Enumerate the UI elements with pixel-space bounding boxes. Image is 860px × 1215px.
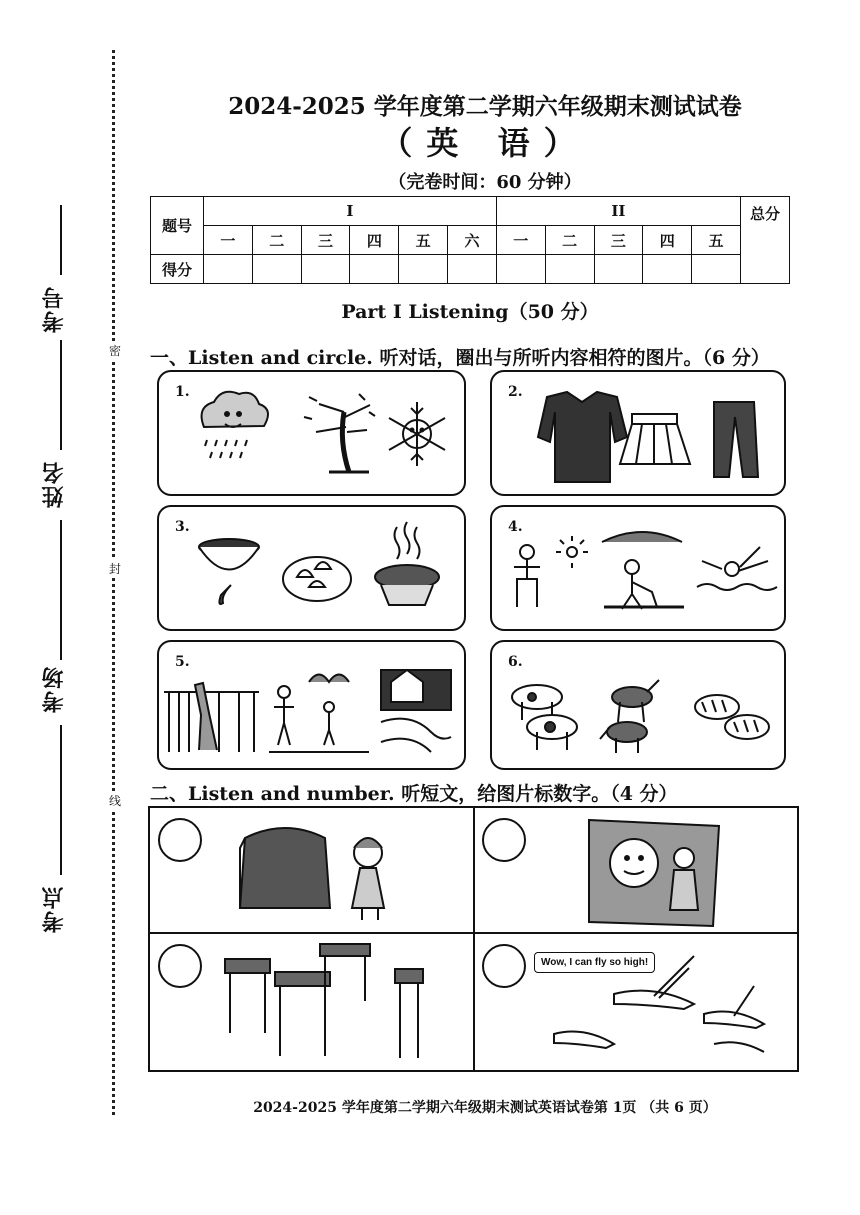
village-river-icon[interactable] [381,670,451,752]
question-number-label: 题号 [151,197,204,255]
horses-icon[interactable] [600,680,659,753]
number-grid [148,806,799,1072]
part2-col: 四 [643,226,692,255]
exam-site-label: 考点 [41,885,67,933]
exam-title: 2024-2025 学年度第二学期六年级期末测试试卷 [228,93,742,120]
question-box-1 [157,370,466,496]
rainy-cloud-icon[interactable] [202,392,268,458]
question-number: 2. [508,384,523,400]
name-line-top [60,340,62,450]
seal-char-xian: 线 [108,794,121,808]
question-number: 4. [508,519,523,535]
name-label: 姓名 [41,460,67,508]
zoo-giraffe-icon[interactable] [164,683,259,752]
park-people-icon[interactable] [269,675,369,753]
windy-tree-icon[interactable] [304,394,375,472]
part1-col: 一 [204,226,253,255]
hot-dish-icon[interactable] [375,522,439,605]
score-table [150,196,790,284]
picture-cell-geese [474,934,796,1064]
part2-header: II [496,197,740,226]
question-number: 3. [175,519,190,535]
score-cell[interactable] [204,255,253,284]
tigers-icon[interactable] [695,695,769,739]
total-score-header: 总分 [741,197,790,284]
lion-poster-icon [589,820,719,926]
picture-cell-poster [474,808,796,938]
score-cell[interactable] [350,255,399,284]
part2-col: 三 [594,226,643,255]
exam-number-label: 考号 [41,285,67,333]
question-box-3 [157,505,466,631]
part1-title: Part I Listening（50 分） [341,301,599,323]
speech-bubble: Wow, I can fly so high! [534,952,655,973]
exam-number-line [60,205,62,275]
score-cell[interactable] [594,255,643,284]
page-footer: 2024-2025 学年度第二学期六年级期末测试英语试卷第 1页 （共 6 页） [253,1100,717,1116]
question-box-6 [490,640,786,770]
score-cell[interactable] [252,255,301,284]
score-cell[interactable] [545,255,594,284]
flying-geese-icon [554,956,764,1052]
part2-col: 五 [692,226,741,255]
picture-cell-desks [150,934,472,1064]
score-cell[interactable] [692,255,741,284]
question-number: 1. [175,384,190,400]
section2-heading: 二、Listen and number. 听短文，给图片标数字。（4 分） [150,783,678,805]
seal-char-mi: 密 [108,344,121,358]
question-number: 5. [175,654,190,670]
exam-room-line [60,725,62,875]
score-cell[interactable] [496,255,545,284]
swimming-icon[interactable] [697,547,777,590]
part2-col: 二 [545,226,594,255]
desks-icon [225,944,423,1058]
score-row-label: 得分 [151,255,204,284]
question-box-2 [490,370,786,496]
name-line [60,520,62,660]
score-cell[interactable] [301,255,350,284]
exam-time: （完卷时间：60 分钟） [388,172,582,193]
score-cell[interactable] [643,255,692,284]
planting-tree-icon[interactable] [602,532,684,609]
question-box-5 [157,640,466,770]
section1-heading: 一、Listen and circle. 听对话，圈出与所听内容相符的图片。（6 分） [150,347,770,369]
part2-col: 一 [496,226,545,255]
score-cell[interactable] [448,255,497,284]
part1-col: 五 [399,226,448,255]
part1-col: 六 [448,226,497,255]
noodle-bowl-icon[interactable] [199,539,259,604]
picture-cell-bed [150,808,472,938]
score-cell[interactable] [399,255,448,284]
part1-header: I [204,197,497,226]
skirt-icon[interactable] [620,414,690,464]
snowflake-icon[interactable] [389,402,445,466]
sitting-sun-icon[interactable] [514,536,588,607]
cows-icon[interactable] [512,685,577,750]
part1-col: 四 [350,226,399,255]
coat-icon[interactable] [538,392,627,482]
girl-bed-icon [240,828,384,920]
binding-dotted-line [112,50,115,1115]
question-box-4 [490,505,786,631]
part1-col: 三 [301,226,350,255]
dumplings-icon[interactable] [283,557,351,601]
subject-title: （英 语） [380,124,590,162]
seal-char-feng: 封 [108,562,121,576]
question-number: 6. [508,654,523,670]
trousers-icon[interactable] [714,402,758,477]
exam-room-label: 考场 [41,665,67,713]
part1-col: 二 [252,226,301,255]
